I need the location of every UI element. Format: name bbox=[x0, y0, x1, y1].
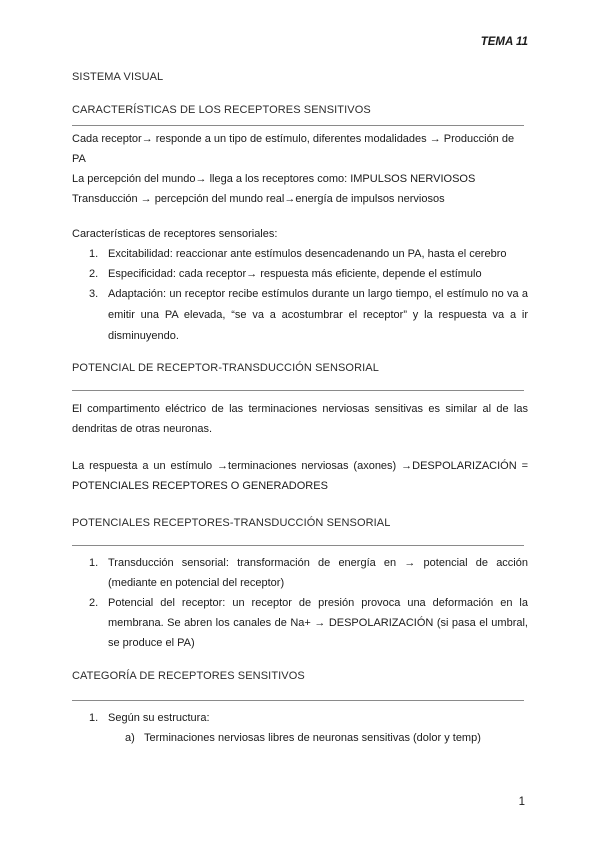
sub-list-letter: a) bbox=[125, 732, 135, 744]
list-number: 2. bbox=[89, 268, 99, 280]
text-line: La percepción del mundo→ llega a los receptores como: IMPULSOS NERVIOSOS bbox=[72, 173, 476, 185]
section-divider bbox=[72, 700, 524, 701]
list-number: 2. bbox=[89, 597, 99, 609]
list-item-text: Excitabilidad: reaccionar ante estímulos desencadenando un PA, hasta el cerebro bbox=[108, 248, 507, 260]
document-title: SISTEMA VISUAL bbox=[72, 71, 164, 83]
list-number: 1. bbox=[89, 712, 99, 724]
section-divider bbox=[72, 125, 524, 126]
text-line: Transducción → percepción del mundo real→energía de impulsos nerviosos bbox=[72, 193, 445, 205]
paragraph: El compartimento eléctrico de las terminaciones nerviosas sensitivas es similar al de las dendritas de otras neuronas. bbox=[72, 403, 528, 435]
list-item-text: Adaptación: un receptor recibe estímulos durante un largo tiempo, el estímulo no va a emitir una PA elevada, “se va a acostumbrar el receptor” y la respuesta va a ir disminuyendo. bbox=[108, 288, 528, 342]
paragraph: La respuesta a un estímulo →terminaciones nerviosas (axones) →DESPOLARIZACIÓN = POTENCIALES RECEPTORES O GENERADORES bbox=[72, 460, 528, 492]
text-line: Cada receptor→ responde a un tipo de estímulo, diferentes modalidades → Producción de bbox=[72, 133, 515, 145]
list-item bbox=[72, 264, 528, 284]
page-number: 1 bbox=[518, 796, 525, 808]
list-item-text: Potencial del receptor: un receptor de presión provoca una deformación en la membrana. Se abren los canales de Na+ → DESPOLARIZACIÓN (si pasa el umbral, se produce el PA) bbox=[108, 597, 528, 649]
topic-label: TEMA 11 bbox=[480, 36, 528, 48]
receptor-characteristics-list bbox=[72, 244, 528, 347]
list-item bbox=[72, 244, 528, 264]
section-heading-receptor-potential: POTENCIAL DE RECEPTOR-TRANSDUCCIÓN SENSORIAL bbox=[72, 362, 379, 374]
text-line: PA bbox=[72, 153, 86, 165]
section-heading-receptor-characteristics: CARACTERÍSTICAS DE LOS RECEPTORES SENSITIVOS bbox=[72, 104, 371, 116]
list-item bbox=[72, 708, 528, 748]
transduction-list bbox=[72, 553, 528, 653]
list-item bbox=[72, 553, 528, 593]
list-item-text: Según su estructura: bbox=[108, 712, 210, 724]
section-heading-receptor-categories: CATEGORÍA DE RECEPTORES SENSITIVOS bbox=[72, 670, 305, 682]
section-divider bbox=[72, 390, 524, 391]
sub-list-item bbox=[108, 728, 528, 748]
list-number: 1. bbox=[89, 248, 99, 260]
list-title: Características de receptores sensoriales: bbox=[72, 228, 278, 240]
list-item bbox=[72, 284, 528, 347]
section1-text-block bbox=[72, 129, 528, 209]
list-item bbox=[72, 593, 528, 653]
section-divider bbox=[72, 545, 524, 546]
list-item-text: Transducción sensorial: transformación de energía en → potencial de acción (mediante en potencial del receptor) bbox=[108, 557, 528, 589]
sub-list bbox=[108, 728, 528, 748]
list-number: 3. bbox=[89, 288, 99, 300]
sub-list-item-text: Terminaciones nerviosas libres de neuronas sensitivas (dolor y temp) bbox=[144, 732, 481, 744]
list-item-text: Especificidad: cada receptor→ respuesta más eficiente, depende el estímulo bbox=[108, 268, 482, 280]
section-heading-receptor-potentials: POTENCIALES RECEPTORES-TRANSDUCCIÓN SENSORIAL bbox=[72, 517, 391, 529]
list-number: 1. bbox=[89, 557, 99, 569]
categories-list bbox=[72, 708, 528, 748]
